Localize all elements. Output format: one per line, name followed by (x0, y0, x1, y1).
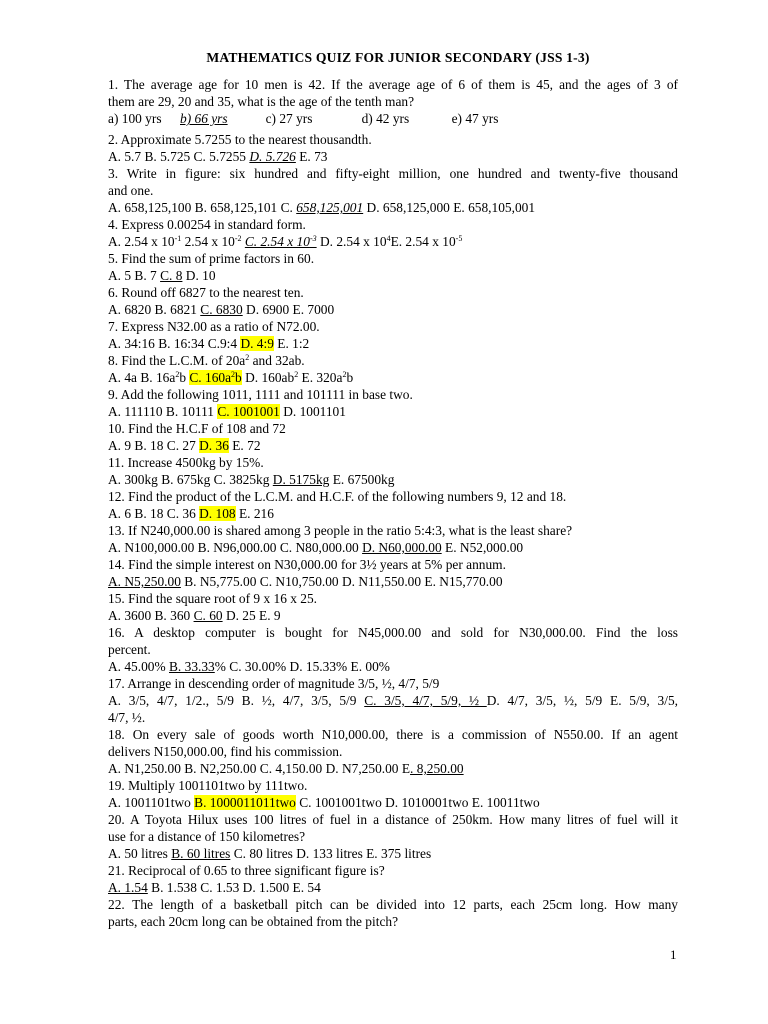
correct-answer: B. 60 litres (171, 846, 231, 861)
option-b: 2.54 x 10 (181, 234, 235, 249)
question-text: 4. Express 0.00254 in standard form. (108, 217, 306, 232)
options-text: A. 658,125,100 B. 658,125,101 C. (108, 200, 297, 215)
question-text: 19. Multiply 1001101two by 111two. (108, 778, 308, 793)
correct-answer: C. 8 (160, 268, 183, 283)
question-text: 2. Approximate 5.7255 to the nearest thousandth. (108, 132, 372, 147)
question-21 (108, 862, 678, 896)
question-text: 17. Arrange in descending order of magnitude 3/5, ½, 4/7, 5/9 (108, 676, 440, 691)
question-text: 16. A desktop computer is bought for N45,000.00 and sold for N30,000.00. Find the loss (108, 625, 678, 640)
options-text: A. 9 B. 18 C. 27 (108, 438, 200, 453)
correct-answer-highlight: D. 36 (199, 438, 229, 453)
options-text: A. 50 litres (108, 846, 172, 861)
question-text: 14. Find the simple interest on N30,000.00 for 3½ years at 5% per annum. (108, 557, 506, 572)
answer-options (108, 199, 678, 216)
question-text (108, 352, 678, 369)
option-e-end: b (346, 370, 354, 385)
question-8 (108, 352, 678, 386)
answer-options (108, 658, 678, 675)
question-text: 11. Increase 4500kg by 15%. (108, 455, 264, 470)
exponent: -2 (234, 234, 242, 243)
options-text: A. 1001101two (108, 795, 195, 810)
question-text: 6. Round off 6827 to the nearest ten. (108, 285, 304, 300)
correct-answer: . 8,250.00 (410, 761, 464, 776)
options-text: A. 5 B. 7 (108, 268, 161, 283)
correct-answer: 658,125,001 (296, 200, 364, 215)
exponent: 2 (245, 353, 250, 362)
answer-options (108, 573, 678, 590)
answer-options (108, 148, 678, 165)
option-a: a) 100 yrs (108, 111, 162, 126)
option-e: E. 320a (298, 370, 343, 385)
answer-options (108, 335, 678, 352)
answer-options (108, 267, 678, 284)
question-9 (108, 386, 678, 420)
answer-options (108, 692, 678, 709)
options-text: D. 25 E. 9 (222, 608, 281, 623)
quiz-title: MATHEMATICS QUIZ FOR JUNIOR SECONDARY (JSS 1-3) (206, 50, 590, 65)
exponent: 2 (342, 370, 347, 379)
question-text: and one. (108, 183, 154, 198)
answer-options (108, 607, 678, 624)
correct-answer-highlight: C. 1001001 (217, 404, 280, 419)
options-text: C. 80 litres D. 133 litres E. 375 litres (230, 846, 432, 861)
correct-answer (245, 234, 317, 249)
question-12 (108, 488, 678, 522)
question-text-part: and 32ab. (249, 353, 305, 368)
options-text: A. 5.7 B. 5.725 C. 5.7255 (108, 149, 250, 164)
options-text: A. 300kg B. 675kg C. 3825kg (108, 472, 273, 487)
answer-options (108, 110, 678, 127)
options-text: C. 1001001two D. 1010001two E. 10011two (295, 795, 540, 810)
exponent: -5 (455, 234, 463, 243)
question-11 (108, 454, 678, 488)
options-text: A. N1,250.00 B. N2,250.00 C. 4,150.00 D. N7,250.00 E (108, 761, 411, 776)
correct-answer: D. 5.726 (249, 149, 296, 164)
question-text: 10. Find the H.C.F of 108 and 72 (108, 421, 286, 436)
option-d: d) 42 yrs (361, 111, 410, 126)
exponent: 2 (175, 370, 180, 379)
question-text: 12. Find the product of the L.C.M. and H.C.F. of the following numbers 9, 12 and 18. (108, 489, 567, 504)
options-text: A. 6820 B. 6821 (108, 302, 201, 317)
option-d: D. 160ab (241, 370, 295, 385)
question-10 (108, 420, 678, 454)
question-16 (108, 624, 678, 675)
question-15 (108, 590, 678, 624)
question-text: 22. The length of a basketball pitch can be divided into 12 parts, each 25cm long. How many (108, 897, 678, 912)
options-text: A. N100,000.00 B. N96,000.00 C. N80,000.00 (108, 540, 363, 555)
options-text: B. N5,775.00 C. N10,750.00 D. N11,550.00 E. N15,770.00 (180, 574, 503, 589)
options-text: D. 1001101 (279, 404, 346, 419)
answer-options (108, 760, 678, 777)
options-text: D. 10 (182, 268, 216, 283)
correct-answer: D. 5175kg (272, 472, 330, 487)
question-22 (108, 896, 678, 930)
question-text-part: 8. Find the L.C.M. of 20a (108, 353, 246, 368)
question-3 (108, 165, 678, 216)
question-6 (108, 284, 678, 318)
question-18 (108, 726, 678, 777)
question-19 (108, 777, 678, 811)
options-text: A. 111110 B. 10111 (108, 404, 218, 419)
question-text: parts, each 20cm long can be obtained from the pitch? (108, 914, 399, 929)
correct-answer: C. 3/5, 4/7, 5/9, ½ (364, 693, 487, 708)
page-number: 1 (670, 947, 677, 962)
question-text: percent. (108, 642, 151, 657)
answer-options (108, 505, 678, 522)
answer-options (108, 403, 678, 420)
answer-options (108, 437, 678, 454)
options-text: A. 3600 B. 360 (108, 608, 194, 623)
correct-answer: A. N5,250.00 (108, 574, 181, 589)
options-text: E. 216 (235, 506, 274, 521)
options-text: D. 4/7, 3/5, ½, 5/9 E. 5/9, 3/5, (486, 693, 678, 708)
question-text: 13. If N240,000.00 is shared among 3 people in the ratio 5:4:3, what is the least share? (108, 523, 573, 538)
answer-options-continued: 4/7, ½. (108, 710, 146, 725)
option-d: D. 2.54 x 10 (316, 234, 387, 249)
options-text: A. 3/5, 4/7, 1/2., 5/9 B. ½, 4/7, 3/5, 5/9 (108, 693, 365, 708)
option-c: C. 2.54 x 10 (244, 234, 310, 249)
options-text: E. 67500kg (329, 472, 395, 487)
answer-options (108, 794, 678, 811)
options-text: A. 45.00% (108, 659, 169, 674)
correct-answer-highlight: B. 1000011011two (194, 795, 296, 810)
answer-options (108, 539, 678, 556)
question-text: use for a distance of 150 kilometres? (108, 829, 306, 844)
options-text: E. N52,000.00 (441, 540, 524, 555)
question-text: 9. Add the following 1011, 1111 and 101111 in base two. (108, 387, 413, 402)
answer-options (108, 845, 678, 862)
question-4 (108, 216, 678, 250)
question-text: 7. Express N32.00 as a ratio of N72.00. (108, 319, 320, 334)
question-17 (108, 675, 678, 726)
correct-answer: B. 33.33 (169, 659, 215, 674)
option-e: E. 2.54 x 10 (390, 234, 456, 249)
option-b-end: b (179, 370, 190, 385)
question-text: 21. Reciprocal of 0.65 to three significant figure is? (108, 863, 385, 878)
question-text: 20. A Toyota Hilux uses 100 litres of fuel in a distance of 250km. How many litres of fuel will it (108, 812, 678, 827)
correct-answer-highlight: D. 4:9 (240, 336, 274, 351)
question-text: 1. The average age for 10 men is 42. If the average age of 6 of them is 45, and the ages of 3 of (108, 77, 678, 92)
question-text: 15. Find the square root of 9 x 16 x 25. (108, 591, 318, 606)
option-e: e) 47 yrs (451, 111, 499, 126)
option-b-answer: b) 66 yrs (180, 111, 228, 126)
option-c-end: b (235, 370, 242, 385)
question-text: delivers N150,000.00, find his commission. (108, 744, 343, 759)
answer-options (108, 471, 678, 488)
correct-answer: C. 6830 (200, 302, 243, 317)
question-5 (108, 250, 678, 284)
option-a-b: A. 4a B. 16a (108, 370, 176, 385)
answer-options (108, 301, 678, 318)
question-20 (108, 811, 678, 862)
question-1 (108, 76, 678, 127)
options-text: E. 73 (295, 149, 328, 164)
option-c: c) 27 yrs (265, 111, 313, 126)
correct-answer-highlight (189, 370, 241, 385)
option-c: C. 160a (189, 370, 232, 385)
options-text: D. 6900 E. 7000 (242, 302, 335, 317)
option-a: A. 2.54 x 10 (108, 234, 175, 249)
options-text: E. 1:2 (273, 336, 310, 351)
question-13 (108, 522, 678, 556)
exponent: -1 (174, 234, 182, 243)
question-text: 18. On every sale of goods worth N10,000.00, there is a commission of N550.00. If an agent (108, 727, 678, 742)
answer-options (108, 369, 678, 386)
exponent: -3 (309, 234, 317, 243)
exponent: 2 (231, 370, 236, 379)
correct-answer: A. 1.54 (108, 880, 148, 895)
question-7 (108, 318, 678, 352)
options-text: B. 1.538 C. 1.53 D. 1.500 E. 54 (147, 880, 321, 895)
answer-options (108, 233, 678, 250)
options-text: % C. 30.00% D. 15.33% E. 00% (214, 659, 390, 674)
correct-answer-highlight: D. 108 (199, 506, 236, 521)
answer-options (108, 879, 678, 896)
options-text: A. 6 B. 18 C. 36 (108, 506, 200, 521)
question-list (108, 76, 678, 930)
question-text: 5. Find the sum of prime factors in 60. (108, 251, 315, 266)
exponent: 2 (294, 370, 299, 379)
correct-answer: C. 60 (193, 608, 223, 623)
correct-answer: D. N60,000.00 (362, 540, 442, 555)
question-2 (108, 131, 678, 165)
question-14 (108, 556, 678, 590)
options-text: E. 72 (228, 438, 261, 453)
options-text: D. 658,125,000 E. 658,105,001 (363, 200, 536, 215)
question-text: them are 29, 20 and 35, what is the age of the tenth man? (108, 94, 415, 109)
exponent: 4 (386, 234, 391, 243)
question-text: 3. Write in figure: six hundred and fifty-eight million, one hundred and twenty-five thousand (108, 166, 678, 181)
options-text: A. 34:16 B. 16:34 C.9:4 (108, 336, 241, 351)
